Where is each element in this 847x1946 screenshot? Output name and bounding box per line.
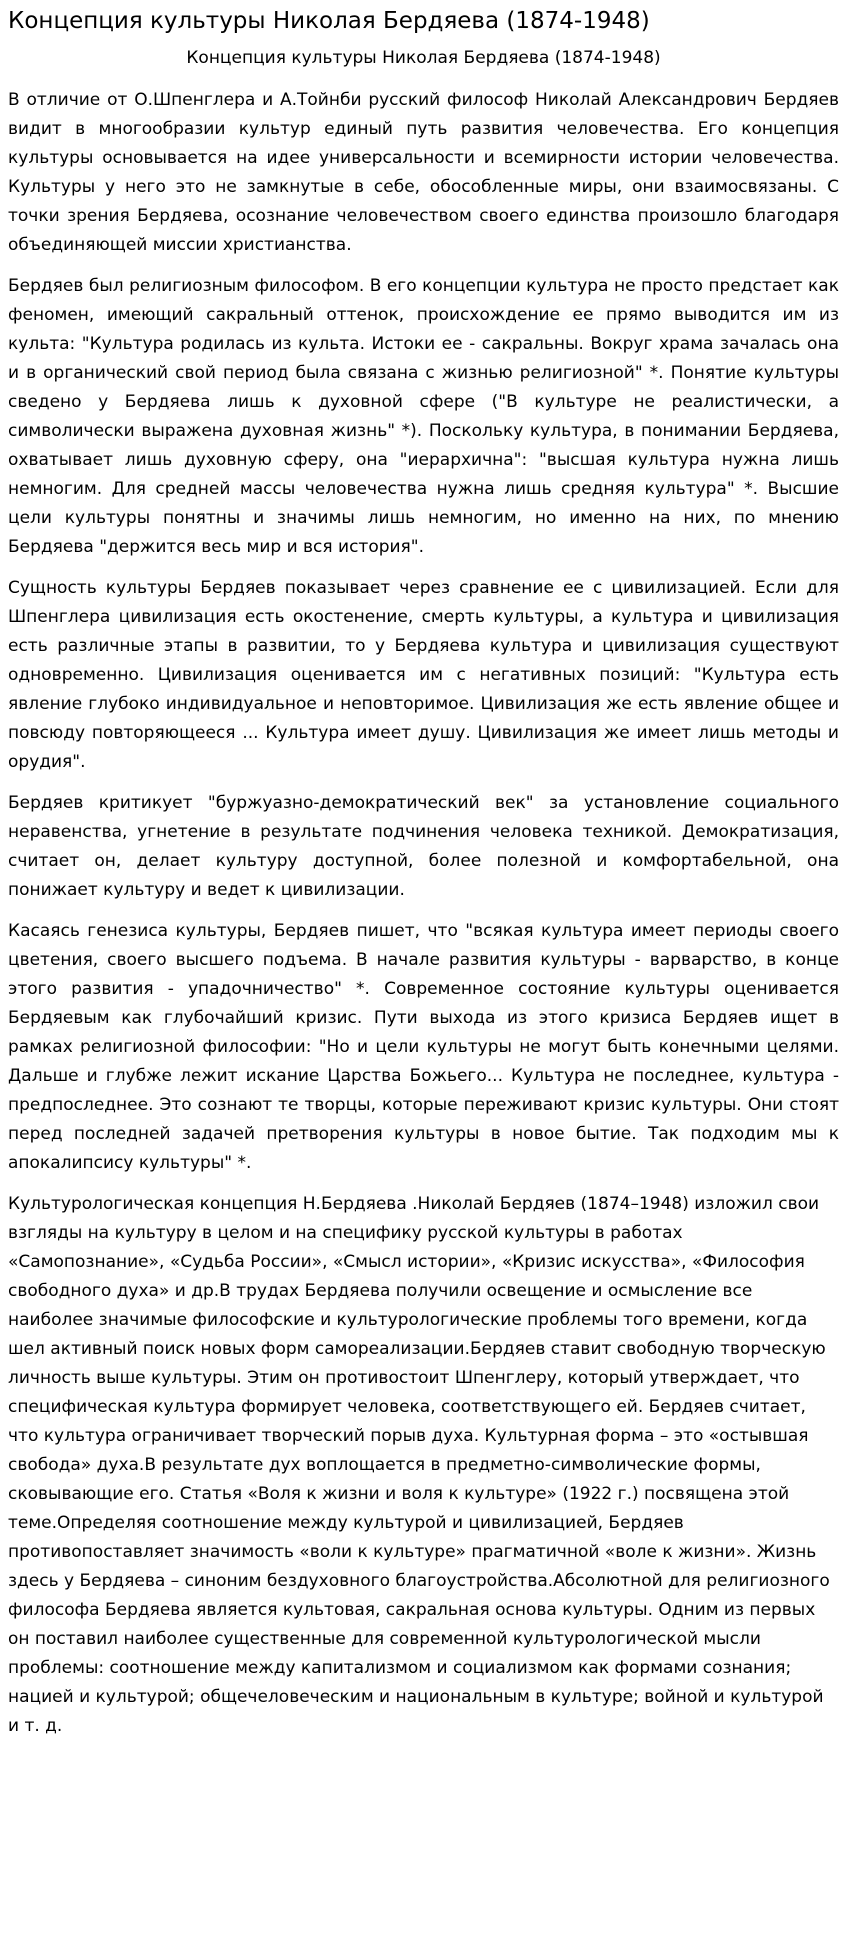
page-subtitle: Концепция культуры Николая Бердяева (1874-1948) — [186, 48, 661, 68]
paragraph-4: Бердяев критикует "буржуазно-демократический век" за установление социального неравенства, угнетение в результате подчинения человека техникой. Демократизация, считает он, делает культуру доступной, более полезной и комфортабельной, она понижает культуру и ведет к цивилизации. — [8, 793, 839, 900]
paragraph-5: Касаясь генезиса культуры, Бердяев пишет, что "всякая культура имеет периоды своего цветения, своего высшего подъема. В начале развития культуры - варварство, в конце этого развития - упадочничество" *. Современное состояние культуры оценивается Бердяевым как глубочайший кризис. Пути выхода из этого кризиса Бердяев ищет в рамках религиозной философии: "Но и цели культуры не могут быть конечными целями. Дальше и глубже лежит искание Царства Божьего... Культура не последнее, культура - предпоследнее. Это сознают те творцы, которые переживают кризис культуры. Они стоят перед последней задачей претворения культуры в новое бытие. Так подходим мы к апокалипсису культуры" *. — [8, 921, 839, 1173]
paragraph-3: Сущность культуры Бердяев показывает через сравнение ее с цивилизацией. Если для Шпенглера цивилизация есть окостенение, смерть культуры, а культура и цивилизация есть различные этапы в развитии, то у Бердяева культура и цивилизация существуют одновременно. Цивилизация оценивается им с негативных позиций: "Культура есть явление глубоко индивидуальное и неповторимое. Цивилизация же есть явление общее и повсюду повторяющееся ... Культура имеет душу. Цивилизация же имеет лишь методы и орудия". — [8, 578, 839, 772]
page-title: Концепция культуры Николая Бердяева (1874-1948) — [8, 8, 650, 34]
paragraph-6: Культурологическая концепция Н.Бердяева .Николай Бердяев (1874–1948) изложил свои взгляды на культуру в целом и на специфику русской культуры в работах «Самопознание», «Судьба России», «Смысл истории», «Кризис искусства», «Философия свободного духа» и др.В трудах Бердяева получили освещение и осмысление все наиболее значимые философские и культурологические проблемы того времени, когда шел активный поиск новых форм самореализации.Бердяев ставит свободную творческую личность выше культуры. Этим он противостоит Шпенглеру, который утверждает, что специфическая культура формирует человека, соответствующего ей. Бердяев считает, что культура ограничивает творческий порыв духа. Культурная форма – это «остывшая свобода» духа.В результате дух воплощается в предметно-символические формы, сковывающие его. Статья «Воля к жизни и воля к культуре» (1922 г.) посвящена этой теме.Определяя соотношение между культурой и цивилизацией, Бердяев противопоставляет значимость «воли к культуре» прагматичной «воле к жизни». Жизнь здесь у Бердяева – синоним бездуховного благоустройства.Абсолютной для религиозного философа Бердяева является культовая, сакральная основа культуры. Одним из первых он поставил наиболее существенные для современной культурологической мысли проблемы: соотношение между капитализмом и социализмом как формами сознания; нацией и культурой; общечеловеческим и национальным в культуре; войной и культурой и т. д. — [8, 1194, 830, 1736]
paragraph-2: Бердяев был религиозным философом. В его концепции культура не просто предстает как феномен, имеющий сакральный оттенок, происхождение ее прямо выводится им из культа: "Культура родилась из культа. Истоки ее - сакральны. Вокруг храма зачалась она и в органический свой период была связана с жизнью религиозной" *. Понятие культуры сведено у Бердяева лишь к духовной сфере ("В культуре не реалистически, а символически выражена духовная жизнь" *). Поскольку культура, в понимании Бердяева, охватывает лишь духовную сферу, она "иерархична": "высшая культура нужна лишь немногим. Для средней массы человечества нужна лишь средняя культура" *. Высшие цели культуры понятны и значимы лишь немногим, но именно на них, по мнению Бердяева "держится весь мир и вся история". — [8, 276, 839, 557]
paragraph-1: В отличие от О.Шпенглера и А.Тойнби русский философ Николай Александрович Бердяев видит в многообразии культур единый путь развития человечества. Его концепция культуры основывается на идее универсальности и всемирности истории человечества. Культуры у него это не замкнутые в себе, обособленные миры, они взаимосвязаны. С точки зрения Бердяева, осознание человечеством своего единства произошло благодаря объединяющей миссии христианства. — [8, 90, 839, 255]
